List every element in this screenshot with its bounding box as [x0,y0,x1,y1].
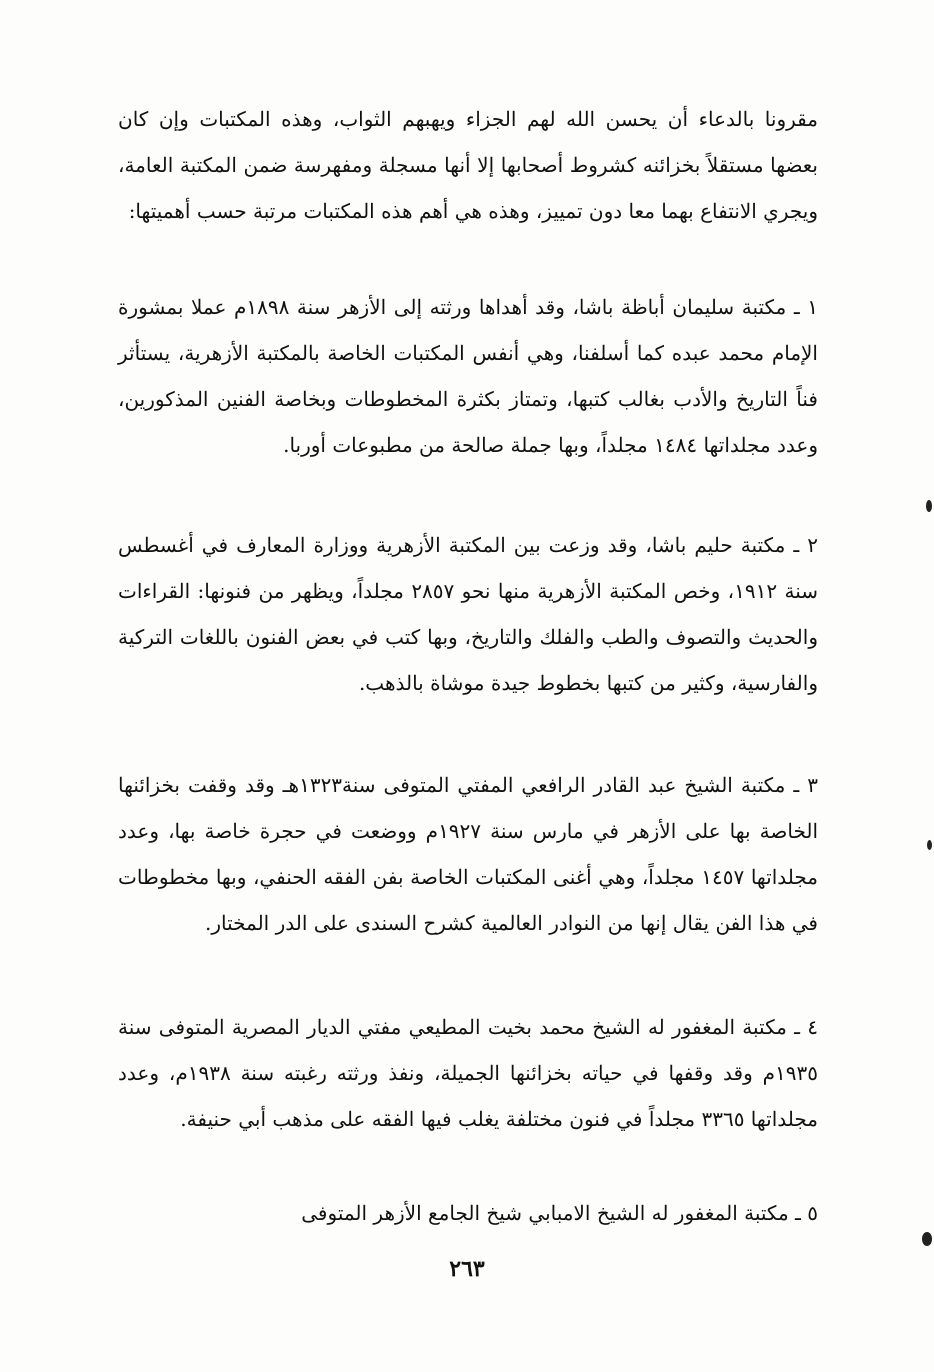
library-item-3 [118,762,818,946]
library-item-1-text: ١ ـ مكتبة سليمان أباظة باشا، وقد أهداها ورثته إلى الأزهر سنة ١٨٩٨م عملا بمشورة الإمام محمد عبده كما أسلفنا، وهي أنفس المكتبات الخاصة بالمكتبة الأزهرية، يستأثر فناً التاريخ والأدب بغالب كتبها، وتمتاز بكثرة المخطوطات وبخاصة الفنين المذكورين، وعدد مجلداتها ١٤٨٤ مجلداً، وبها جملة صالحة من مطبوعات أوربا. [118,295,818,457]
library-item-4-text: ٤ ـ مكتبة المغفور له الشيخ محمد بخيت المطيعي مفتي الديار المصرية المتوفى سنة ١٩٣٥م وقد وقفها في حياته بخزائنها الجميلة، ونفذ ورثته رغبته سنة ١٩٣٨م، وعدد مجلداتها ٣٣٦٥ مجلداً في فنون مختلفة يغلب فيها الفقه على مذهب أبي حنيفة. [118,1015,818,1131]
library-item-5 [118,1190,818,1236]
scan-mark [926,500,932,512]
library-item-2-text: ٢ ـ مكتبة حليم باشا، وقد وزعت بين المكتبة الأزهرية ووزارة المعارف في أغسطس سنة ١٩١٢، وخص المكتبة الأزهرية منها نحو ٢٨٥٧ مجلداً، ويظهر من فنونها: القراءات والحديث والتصوف والطب والفلك والتاريخ، وبها كتب في بعض الفنون باللغات التركية والفارسية، وكثير من كتبها بخطوط جيدة موشاة بالذهب. [118,533,818,695]
library-item-2 [118,522,818,706]
library-item-5-text: ٥ ـ مكتبة المغفور له الشيخ الامبابي شيخ الجامع الأزهر المتوفى [301,1201,818,1225]
scan-mark [927,840,932,850]
scan-mark [922,1232,932,1246]
intro-paragraph [118,96,818,234]
page-number: ٢٦٣ [449,1256,485,1282]
library-item-3-text: ٣ ـ مكتبة الشيخ عبد القادر الرافعي المفتي المتوفى سنة١٣٢٣هـ وقد وقفت بخزائنها الخاصة بها على الأزهر في مارس سنة ١٩٢٧م ووضعت في حجرة خاصة بها، وعدد مجلداتها ١٤٥٧ مجلداً، وهي أغنى المكتبات الخاصة بفن الفقه الحنفي، وبها مخطوطات في هذا الفن يقال إنها من النوادر العالمية كشرح السندى على الدر المختار. [118,773,818,935]
library-item-1 [118,284,818,468]
intro-paragraph-text: مقرونا بالدعاء أن يحسن الله لهم الجزاء ويهبهم الثواب، وهذه المكتبات وإن كان بعضها مستقلاً بخزائنه كشروط أصحابها إلا أنها مسجلة ومفهرسة ضمن المكتبة العامة، ويجري الانتفاع بهما معا دون تمييز، وهذه هي أهم هذه المكتبات مرتبة حسب أهميتها: [118,107,818,223]
library-item-4 [118,1004,818,1142]
